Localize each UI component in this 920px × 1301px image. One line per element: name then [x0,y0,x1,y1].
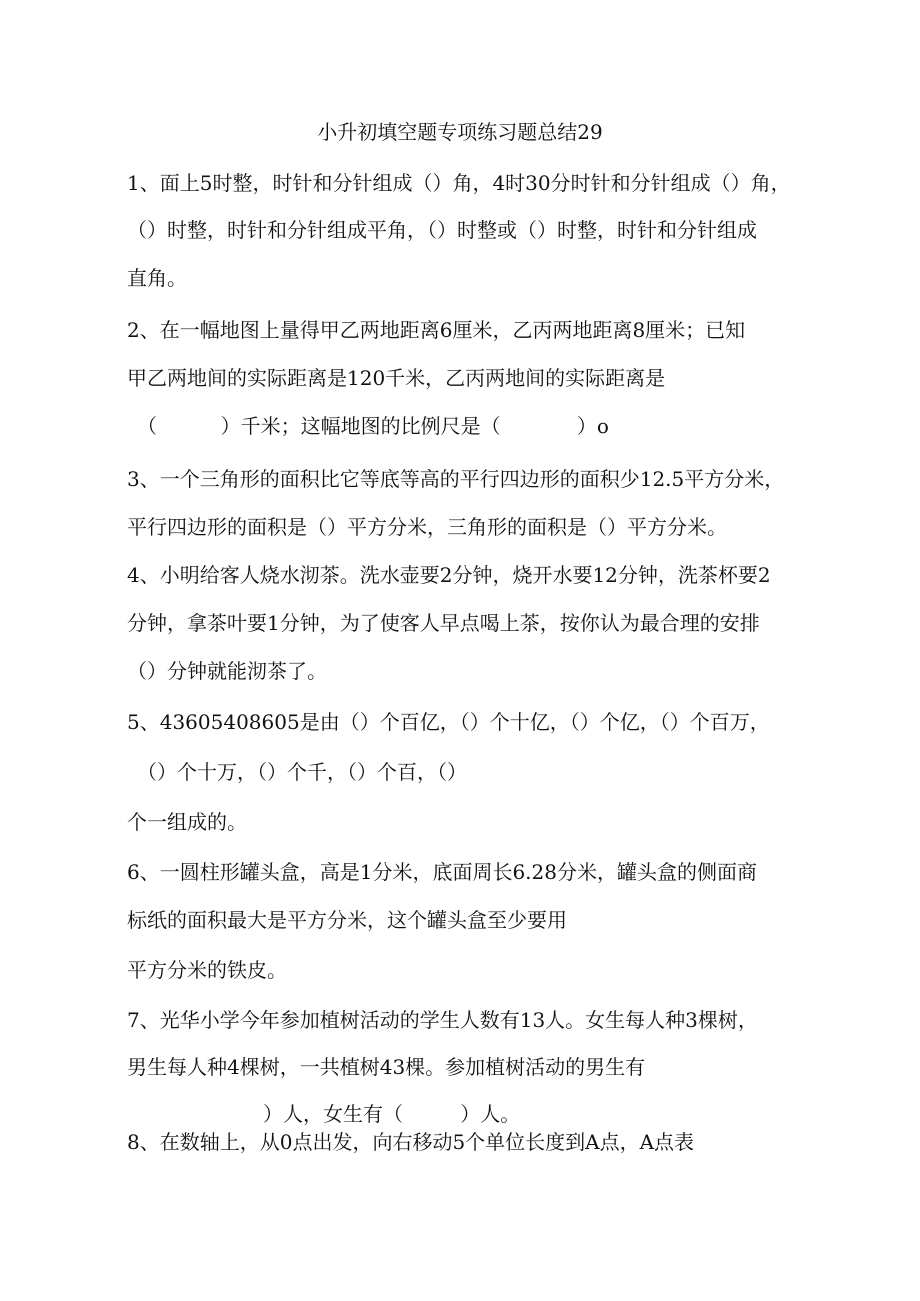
question-5-line-3: 个一组成的。 [127,810,247,834]
question-3-line-2: 平行四边形的面积是（）平方分米，三角形的面积是（）平方分米。 [127,515,727,539]
question-1-line-2: （）时整，时针和分针组成平角，（）时整或（）时整，时针和分针组成 [127,218,757,242]
question-5-line-1: 5、43605408605是由（）个百亿，（）个十亿，（）个亿，（）个百万， [127,710,770,734]
question-7-line-1: 7、光华小学今年参加植树活动的学生人数有13人。女生每人种3棵树， [127,1008,758,1032]
question-6-line-1: 6、一圆柱形罐头盒，高是1分米，底面周长6.28分米，罐头盒的侧面商 [127,860,757,884]
question-8-line-1: 8、在数轴上，从0点出发，向右移动5个单位长度到A点，A点表 [127,1130,695,1154]
question-2-line-1: 2、在一幅地图上量得甲乙两地距离6厘米，乙丙两地距离8厘米；已知 [127,318,746,342]
question-4-line-3: （）分钟就能沏茶了。 [127,659,327,683]
question-1-line-1: 1、面上5时整，时针和分针组成（）角，4时30分时针和分针组成（）角， [127,171,791,195]
document-title: 小升初填空题专项练习题总结29 [317,120,603,144]
question-2-line-3: （ ）千米；这幅地图的比例尺是（ ）o [137,414,609,438]
question-6-line-2: 标纸的面积最大是平方分米，这个罐头盒至少要用 [127,908,567,932]
question-4-line-1: 4、小明给客人烧水沏茶。洗水壶要2分钟，烧开水要12分钟，洗茶杯要2 [127,563,771,587]
question-1-line-3: 直角。 [127,266,187,290]
question-7-line-2: 男生每人种4棵树，一共植树43棵。参加植树活动的男生有 [127,1055,646,1079]
question-2-line-2: 甲乙两地间的实际距离是120千米，乙丙两地间的实际距离是 [127,366,666,390]
question-4-line-2: 分钟，拿茶叶要1分钟，为了使客人早点喝上茶，按你认为最合理的安排 [127,611,760,635]
question-7-line-3: ）人，女生有（ ）人。 [263,1102,521,1126]
question-5-line-2: （）个十万，（）个千，（）个百，（） [137,760,467,784]
question-6-line-3: 平方分米的铁皮。 [127,958,287,982]
question-3-line-1: 3、一个三角形的面积比它等底等高的平行四边形的面积少12.5平方分米， [127,467,785,491]
